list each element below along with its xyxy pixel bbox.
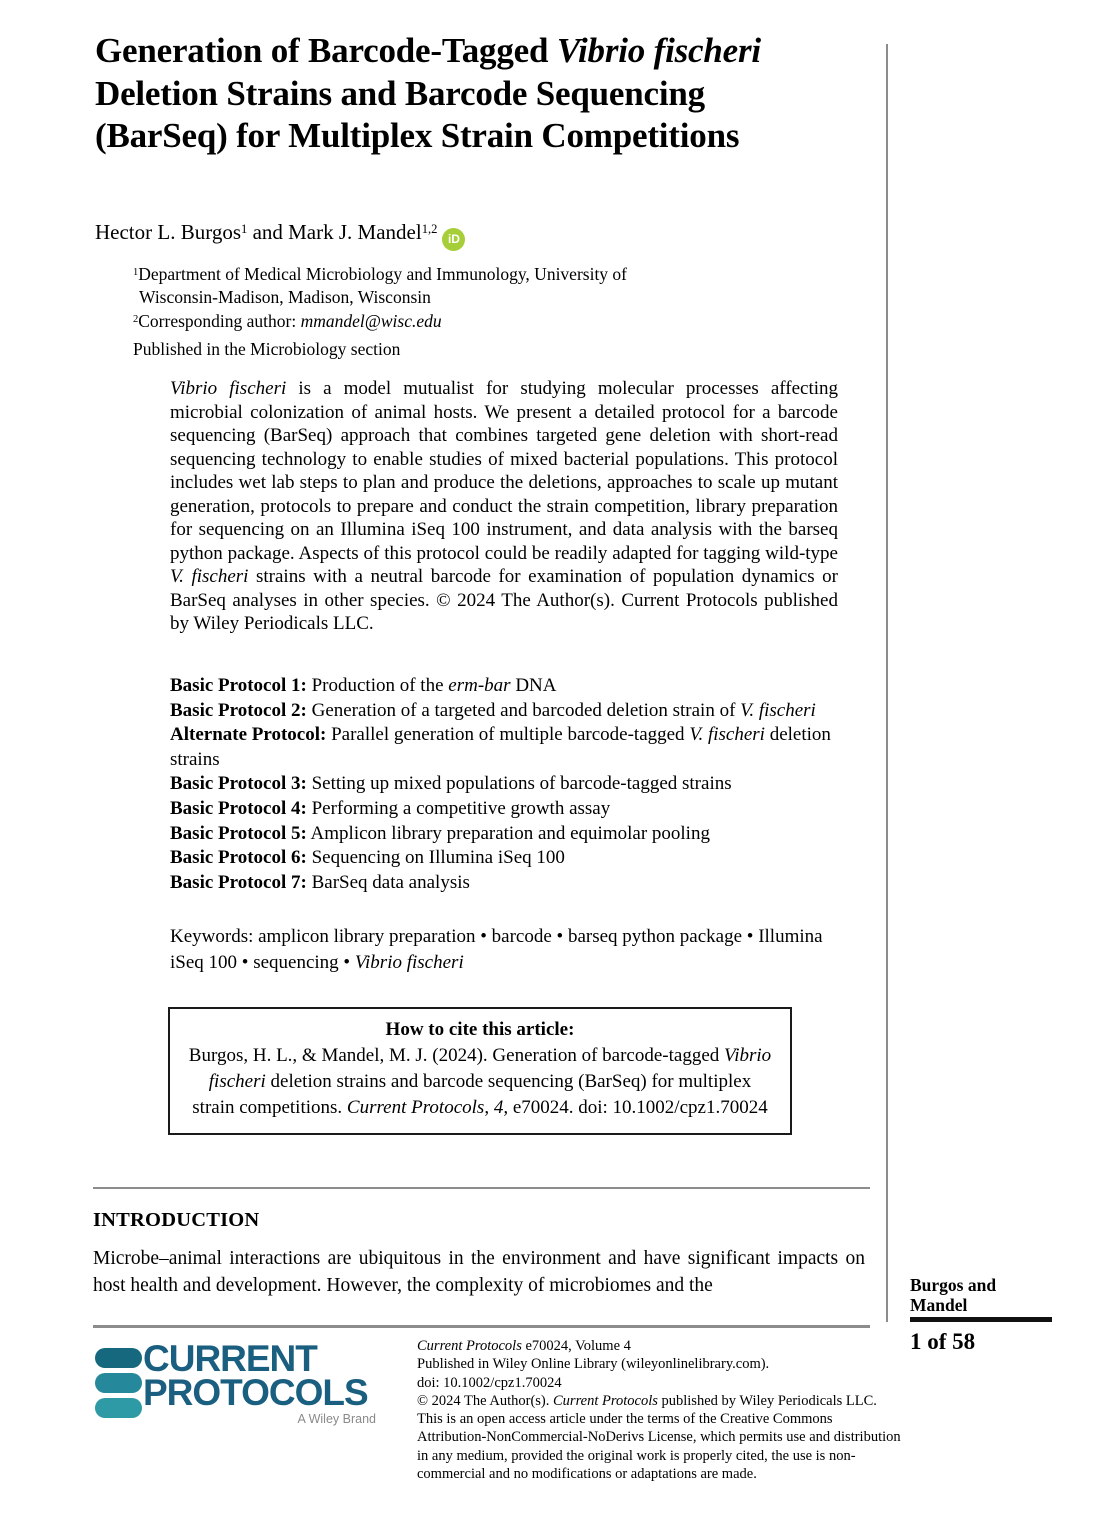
logo-word-current: CURRENT [143, 1338, 317, 1379]
running-head: Burgos and Mandel [910, 1275, 997, 1315]
protocol-item: Basic Protocol 7: BarSeq data analysis [170, 871, 470, 893]
current-protocols-logo [93, 1338, 383, 1437]
introduction-paragraph: Microbe–animal interactions are ubiquitous in the environment and have significant impacts on host health and development. However, the complexity of microbiomes and the [93, 1248, 865, 1296]
footer-rule [93, 1325, 870, 1328]
publication-info-line: Current Protocols e70024, Volume 4 [417, 1338, 631, 1354]
publication-info-line: doi: 10.1002/cpz1.70024 [417, 1374, 562, 1391]
logo-word-protocols: PROTOCOLS [143, 1372, 368, 1413]
protocol-item: Basic Protocol 3: Setting up mixed populations of barcode-tagged strains [170, 773, 732, 795]
publication-info-line: © 2024 The Author(s). Current Protocols published by Wiley Periodicals LLC. This is an open access article under the terms of the Creative Commons Attribution-NonCommercial-NoDerivs License, which permits use and distribution in any medium, provided the original work is properly cited, the use is non-commercial and no modifications or adaptations are made. [417, 1392, 901, 1483]
page-number: 1 of 58 [910, 1329, 976, 1354]
abstract: Vibrio fischeri is a model mutualist for studying molecular processes affecting microbial colonization of animal hosts. We present a detailed protocol for a barcode sequencing (BarSeq) approach that combines targeted gene deletion with short-read sequencing technology to enable studies of mixed bacterial populations. This protocol includes wet lab steps to plan and produce the deletions, approaches to scale up mutant generation, protocols to prepare and conduct the strain competition, library preparation for sequencing on an Illumina iSeq 100 instrument, and data analysis with the barseq python package. Aspects of this protocol could be readily adapted for tagging wild-type V. fischeri strains with a neutral barcode for examination of population dynamics or BarSeq analyses in other species. © 2024 The Author(s). Current Protocols published by Wiley Periodicals LLC. [170, 378, 838, 634]
logo-bar-top [95, 1348, 142, 1368]
affiliation-1: $^1$Department of Medical Microbiology and Immunology, University of Wisconsin-Madison, Madison, Wisconsin [133, 264, 628, 308]
logo-bars-icon [95, 1348, 142, 1423]
protocol-list [170, 674, 842, 895]
author-names: Hector L. Burgos$^1$ and Mark J. Mandel$^{1,2}$ [95, 220, 438, 244]
author-line [95, 220, 465, 251]
protocol-item: Basic Protocol 2: Generation of a targeted and barcoded deletion strain of V. fischeri [170, 699, 816, 721]
corresponding-author-label: $^2$Corresponding author: [133, 310, 301, 331]
protocol-item: Basic Protocol 5: Amplicon library preparation and equimolar pooling [170, 822, 710, 844]
running-head-rule [910, 1317, 1052, 1322]
citation-text: Burgos, H. L., & Mandel, M. J. (2024). Generation of barcode-tagged Vibrio fischeri deletion strains and barcode sequencing (BarSeq) for multiplex strain competitions. Current Protocols, 4, e70024. doi: 10.1002/cpz1.70024 [188, 1045, 772, 1118]
published-section-line: Published in the Microbiology section [133, 339, 401, 359]
page-title: Generation of Barcode-Tagged Vibrio fischeri Deletion Strains and Barcode Sequencing (BarSeq) for Multiplex Strain Competitions [95, 31, 761, 156]
keywords-line: Keywords: amplicon library preparation • barcode • barseq python package • Illumina iSeq 100 • sequencing • Vibrio fischeri [170, 926, 823, 973]
protocol-item: Basic Protocol 4: Performing a competitive growth assay [170, 797, 611, 819]
protocol-item: Alternate Protocol: Parallel generation of multiple barcode-tagged V. fischeri deletion strains [170, 724, 831, 770]
publication-info-line: Published in Wiley Online Library (wileyonlinelibrary.com). [417, 1356, 770, 1373]
wiley-brand-tagline: A Wiley Brand [297, 1412, 376, 1426]
publication-info [417, 1337, 902, 1483]
protocol-item: Basic Protocol 6: Sequencing on Illumina iSeq 100 [170, 847, 565, 869]
orcid-icon[interactable]: iD [442, 228, 465, 251]
protocol-item: Basic Protocol 1: Production of the erm-bar DNA [170, 675, 557, 696]
logo-bar-bottom [95, 1398, 142, 1418]
column-vertical-rule [886, 44, 888, 1322]
logo-wordmark [143, 1338, 368, 1413]
section-divider-rule [93, 1187, 870, 1189]
corresponding-author-email[interactable]: mmandel@wisc.edu [300, 310, 442, 331]
citation-box [168, 1007, 792, 1135]
affiliations [133, 263, 678, 333]
introduction-heading: INTRODUCTION [93, 1209, 260, 1231]
citation-heading: How to cite this article: [385, 1019, 575, 1040]
affiliation-2 [133, 310, 678, 333]
logo-bar-middle [95, 1373, 142, 1393]
